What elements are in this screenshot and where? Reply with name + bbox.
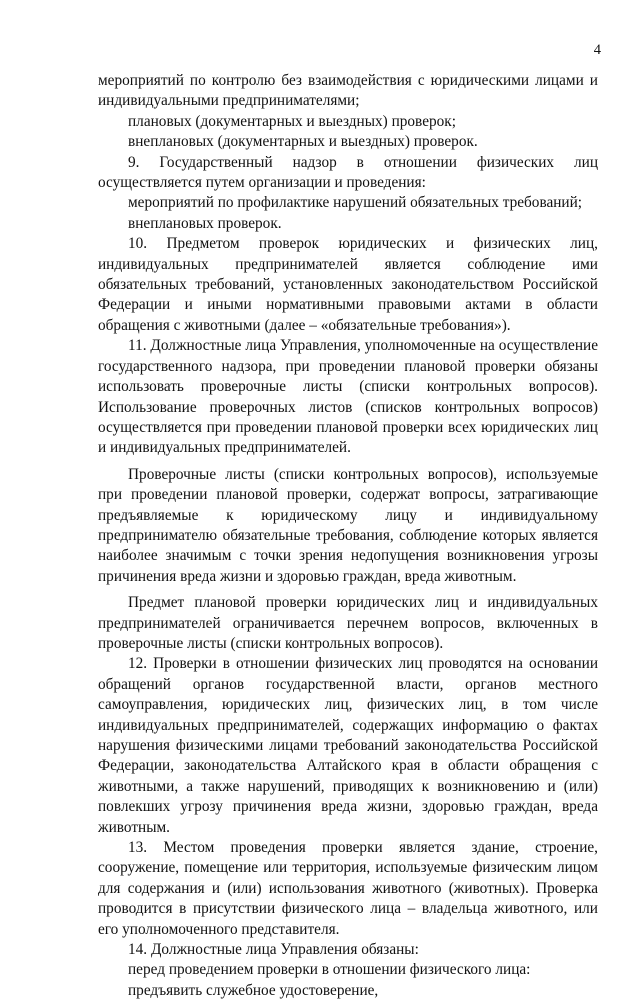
paragraph: мероприятий по контролю без взаимодействия с юридическими лицами и индивидуальными предпринимателями;	[98, 72, 598, 110]
paragraph: 14. Должностные лица Управления обязаны:	[128, 941, 419, 959]
paragraph: 11. Должностные лица Управления, уполномоченные на осуществление государственного надзора, при проведении плановой проверки обязаны использовать проверочные листы (списки контрольных вопросов). Использование проверочных листов (списков контрольных вопросов) осуществляется при проведении плановой проверки всех юридических лиц и индивидуальных предпринимателей.	[98, 337, 598, 457]
paragraph: 12. Проверки в отношении физических лиц проводятся на основании обращений органов государственной власти, органов местного самоуправления, юридических лиц, физических лиц, в том числе индивидуальных предпринимателей, содержащих информацию о фактах нарушения физическими лицами требований законодательства Российской Федерации, законодательства Алтайского края в области обращения с животными, а также нарушений, приводящих к возникновению и (или) повлекших угрозу причинения вреда жизни, здоровью граждан, вреда животным.	[98, 655, 598, 836]
paragraph: мероприятий по профилактике нарушений обязательных требований;	[128, 194, 583, 212]
paragraph: внеплановых проверок.	[128, 214, 282, 232]
paragraph: перед проведением проверки в отношении физического лица:	[128, 961, 531, 979]
page-number: 4	[593, 42, 601, 58]
document-body	[98, 71, 598, 1001]
paragraph: плановых (документарных и выездных) проверок;	[128, 112, 456, 130]
paragraph: Проверочные листы (списки контрольных вопросов), используемые при проведении плановой проверки, содержат вопросы, затрагивающие предъявляемые к юридическому лицу и индивидуальному предпринимателю обязательные требования, соблюдение которых является наиболее значимым с точки зрения недопущения возникновения угрозы причинения вреда жизни и здоровью граждан, вреда животным.	[98, 465, 598, 585]
paragraph: 10. Предметом проверок юридических и физических лиц, индивидуальных предпринимателей является соблюдение ими обязательных требований, установленных законодательством Российской Федерации и иными нормативными правовыми актами в области обращения с животными (далее – «обязательные требования»).	[98, 235, 598, 334]
paragraph: 13. Местом проведения проверки является здание, строение, сооружение, помещение или территория, используемые физическим лицом для содержания и (или) использования животного (животных). Проверка проводится в присутствии физического лица – владельца животного, или его уполномоченного представителя.	[98, 839, 598, 938]
paragraph: внеплановых (документарных и выездных) проверок.	[128, 133, 478, 151]
paragraph: 9. Государственный надзор в отношении физических лиц осуществляется путем организации и проведения:	[98, 153, 598, 192]
paragraph: Предмет плановой проверки юридических лиц и индивидуальных предпринимателей ограничивается перечнем вопросов, включенных в проверочные листы (списки контрольных вопросов).	[98, 594, 598, 652]
paragraph: предъявить служебное удостоверение,	[128, 981, 379, 999]
